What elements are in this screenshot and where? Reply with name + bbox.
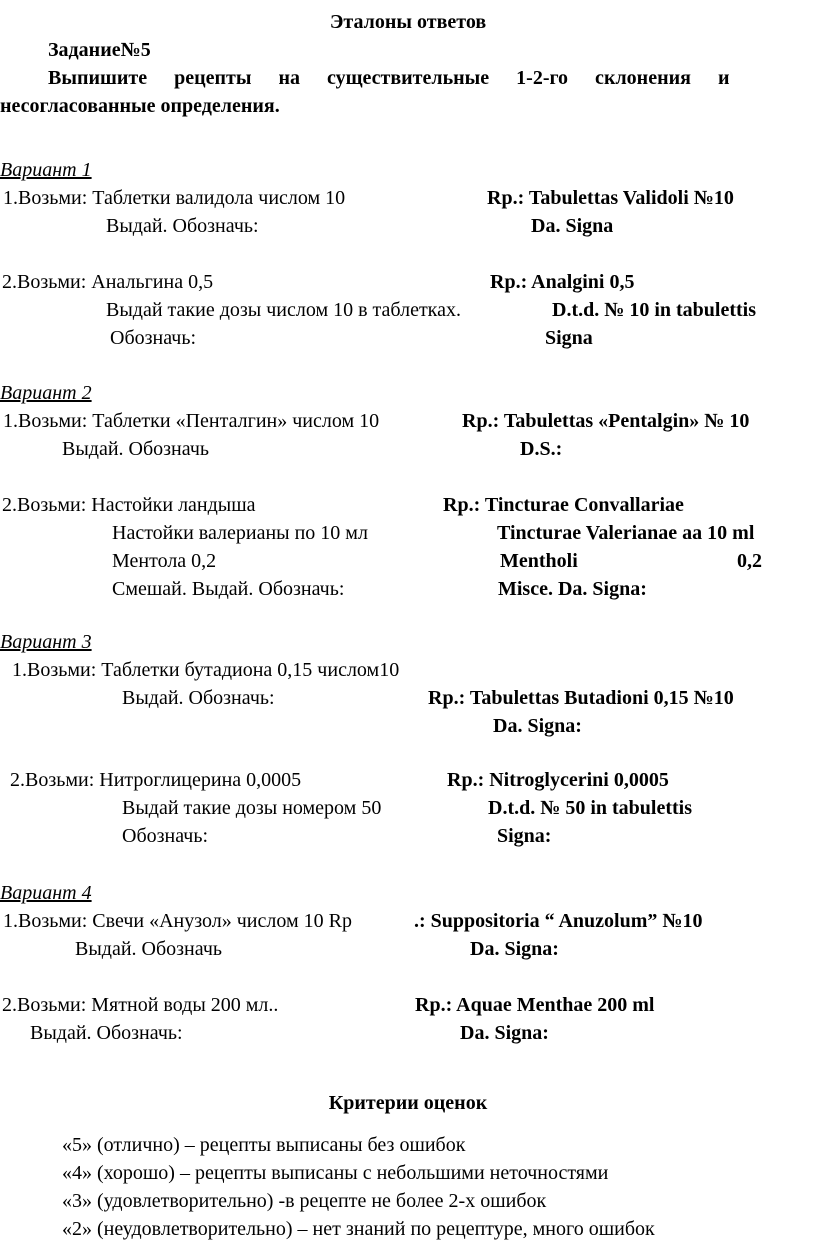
variant-3-heading: Вариант 3 (0, 631, 92, 653)
recipe-line (0, 324, 816, 352)
recipe-line (0, 296, 816, 324)
recipe-text-ru: Выдай. Обозначь (62, 438, 210, 460)
recipe-line (0, 766, 816, 794)
criteria-item-3: «3» (удовлетворительно) -в рецепте не более 2-х ошибок (62, 1190, 547, 1212)
recipe-text-latin: Rp.: Aquae Menthae 200 ml (415, 994, 655, 1016)
recipe-line (0, 491, 816, 519)
recipe-line (0, 547, 816, 575)
recipe-text-latin: Signa: (497, 825, 552, 847)
recipe-text-latin: .: Suppositoria “ Anuzolum” №10 (414, 910, 703, 932)
criteria-item-5: «5» (отлично) – рецепты выписаны без ошибок (62, 1134, 466, 1156)
recipe-text-latin: Signa (545, 327, 593, 349)
recipe-text-latin: Da. Signa: (470, 938, 559, 960)
recipe-text-ru: Выдай. Обозначь: (30, 1022, 183, 1044)
recipe-text-ru: 2.Возьми: Настойки ландыша (2, 494, 256, 516)
recipe-text-latin: Da. Signa: (460, 1022, 549, 1044)
recipe-line (0, 991, 816, 1019)
recipe-line (0, 1019, 816, 1047)
recipe-text-latin: Da. Signa (531, 215, 614, 237)
recipe-line (0, 656, 816, 684)
recipe-text-ru: Обозначь: (122, 825, 209, 847)
recipe-text-latin: D.t.d. № 10 in tabulettis (552, 299, 757, 321)
recipe-text-latin: Rp.: Tabulettas Validoli №10 (487, 187, 734, 209)
recipe-text-latin: Mentholi (500, 550, 578, 572)
recipe-line (0, 684, 816, 712)
recipe-text-latin: Da. Signa: (493, 715, 582, 737)
recipe-text-latin: D.t.d. № 50 in tabulettis (488, 797, 693, 819)
recipe-text-ru: Смешай. Выдай. Обозначь: (112, 578, 345, 600)
recipe-text-latin: Rp.: Tabulettas Butadioni 0,15 №10 (428, 687, 734, 709)
criteria-item-4: «4» (хорошо) – рецепты выписаны с небольшими неточностями (62, 1162, 609, 1184)
recipe-text-ru: 1.Возьми: Таблетки «Пенталгин» числом 10 (3, 410, 380, 432)
recipe-line (0, 907, 816, 935)
variant-4-heading: Вариант 4 (0, 882, 92, 904)
recipe-text-latin: Misce. Da. Signa: (498, 578, 647, 600)
variant-2-heading: Вариант 2 (0, 382, 92, 404)
recipe-line (0, 519, 816, 547)
recipe-text-ru: 2.Возьми: Анальгина 0,5 (2, 271, 214, 293)
criteria-title: Критерии оценок (328, 1092, 488, 1114)
recipe-text-ru: Выдай такие дозы числом 10 в таблетках. (106, 299, 461, 321)
recipe-line (0, 575, 816, 603)
recipe-text-ru: Ментола 0,2 (112, 550, 217, 572)
recipe-line (0, 794, 816, 822)
recipe-line (0, 822, 816, 850)
recipe-text-latin: Tincturae Valerianae aa 10 ml (497, 522, 755, 544)
page-title: Эталоны ответов (329, 11, 487, 33)
recipe-text-ru: Выдай. Обозначь: (122, 687, 275, 709)
recipe-text-ru: Выдай. Обозначь: (106, 215, 259, 237)
recipe-line (0, 184, 816, 212)
instruction-line-1: Выпишите рецепты на существительные 1-2-го склонения и (48, 67, 730, 89)
recipe-text-latin: Rp.: Analgini 0,5 (490, 271, 635, 293)
recipe-text-ru: Обозначь: (110, 327, 197, 349)
criteria-item-2: «2» (неудовлетворительно) – нет знаний по рецептуре, много ошибок (62, 1218, 655, 1240)
recipe-text-latin: Rp.: Nitroglycerini 0,0005 (447, 769, 669, 791)
task-number: Задание№5 (48, 39, 151, 61)
recipe-text-ru: 1.Возьми: Таблетки валидола числом 10 (3, 187, 346, 209)
recipe-dose-latin: 0,2 (737, 550, 762, 572)
recipe-line (0, 935, 816, 963)
variant-1-heading: Вариант 1 (0, 159, 92, 181)
criteria-list (0, 1131, 816, 1243)
recipe-line (0, 407, 816, 435)
recipe-text-ru: 2.Возьми: Мятной воды 200 мл.. (2, 994, 279, 1016)
recipe-line (0, 212, 816, 240)
recipe-text-ru: Выдай. Обозначь (75, 938, 223, 960)
recipe-text-latin: D.S.: (520, 438, 563, 460)
recipe-text-ru: Выдай такие дозы номером 50 (122, 797, 382, 819)
recipe-text-ru: 2.Возьми: Нитроглицерина 0,0005 (10, 769, 302, 791)
instruction-line-2: несогласованные определения. (0, 95, 280, 117)
recipe-line (0, 712, 816, 740)
recipe-text-ru: 1.Возьми: Свечи «Анузол» числом 10 Rp (3, 910, 352, 932)
recipe-text-ru: Настойки валерианы по 10 мл (112, 522, 368, 544)
recipe-text-latin: Rp.: Tabulettas «Pentalgin» № 10 (462, 410, 750, 432)
recipe-line (0, 435, 816, 463)
recipe-line (0, 268, 816, 296)
recipe-text-latin: Rp.: Tincturae Convallariae (443, 494, 684, 516)
recipe-text-ru: 1.Возьми: Таблетки бутадиона 0,15 числом10 (12, 659, 400, 681)
